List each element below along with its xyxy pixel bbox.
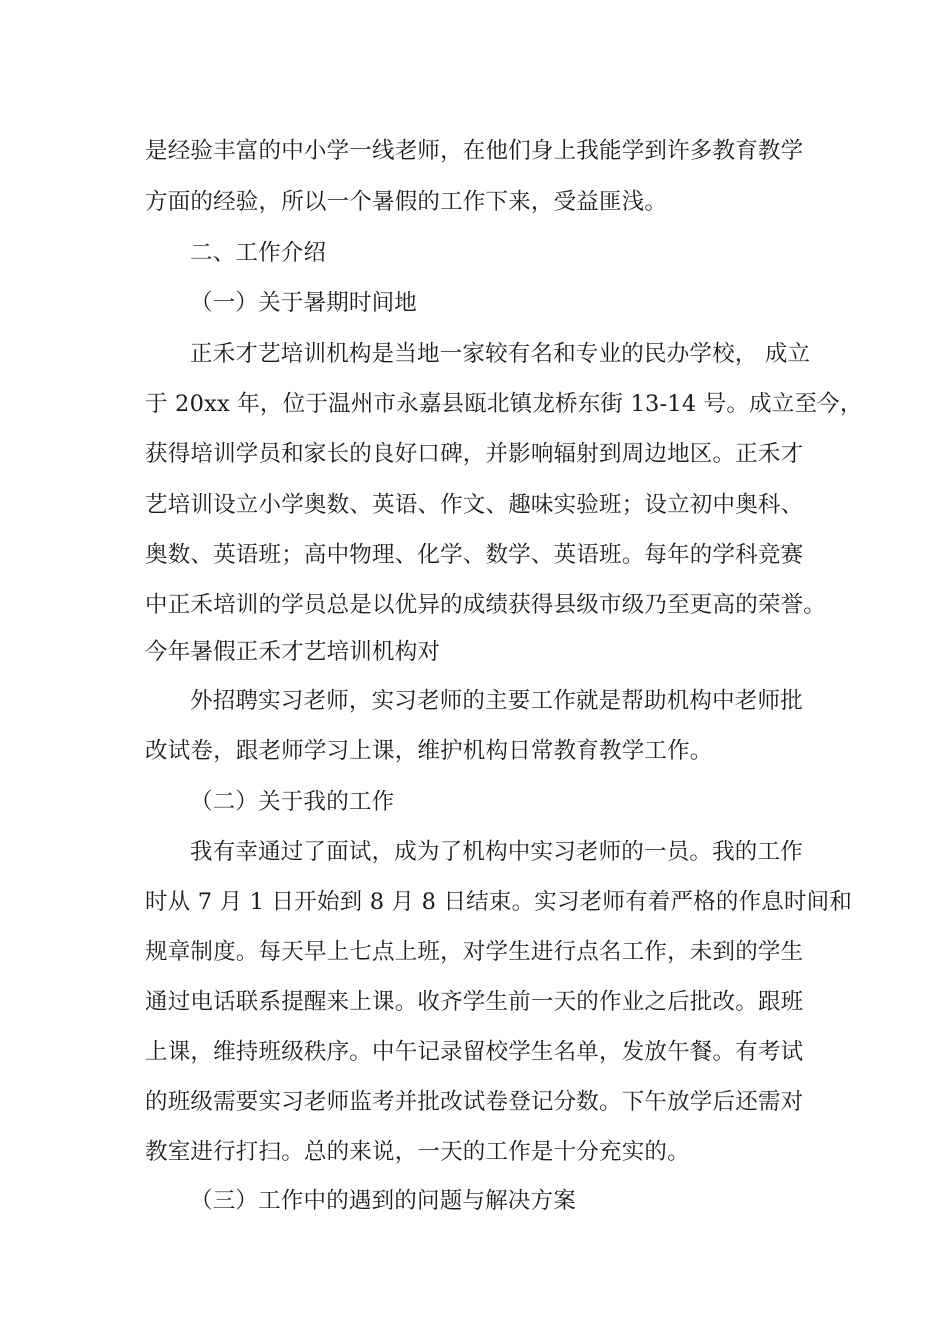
subsection-heading: （二）关于我的工作 bbox=[190, 789, 395, 815]
text-line: 外招聘实习老师，实习老师的主要工作就是帮助机构中老师批 bbox=[190, 688, 803, 714]
text-line: 上课，维持班级秩序。中午记录留校学生名单，发放午餐。有考试 bbox=[145, 1039, 804, 1065]
text-line: 时从 7 月 1 日开始到 8 月 8 日结束。实习老师有着严格的作息时间和 bbox=[145, 889, 853, 915]
subsection-heading: （三）工作中的遇到的问题与解决方案 bbox=[190, 1188, 576, 1214]
text-line: 改试卷，跟老师学习上课，维护机构日常教育教学工作。 bbox=[145, 738, 713, 764]
text-line: 的班级需要实习老师监考并批改试卷登记分数。下午放学后还需对 bbox=[145, 1089, 804, 1115]
subsection-heading: （一）关于暑期时间地 bbox=[190, 290, 418, 316]
section-heading: 二、工作介绍 bbox=[190, 240, 327, 266]
text-line: 于 20xx 年，位于温州市永嘉县瓯北镇龙桥东街 13-14 号。成立至今， bbox=[145, 391, 863, 417]
text-line: 规章制度。每天早上七点上班，对学生进行点名工作，未到的学生 bbox=[145, 939, 804, 965]
text-line: 奥数、英语班；高中物理、化学、数学、英语班。每年的学科竞赛 bbox=[145, 542, 804, 568]
text-line: 是经验丰富的中小学一线老师，在他们身上我能学到许多教育教学 bbox=[145, 138, 804, 164]
text-line: 获得培训学员和家长的良好口碑，并影响辐射到周边地区。正禾才 bbox=[145, 441, 804, 467]
text-line: 我有幸通过了面试，成为了机构中实习老师的一员。我的工作 bbox=[190, 839, 803, 865]
text-line: 通过电话联系提醒来上课。收齐学生前一天的作业之后批改。跟班 bbox=[145, 989, 804, 1015]
text-line: 方面的经验，所以一个暑假的工作下来，受益匪浅。 bbox=[145, 189, 668, 215]
text-line: 正禾才艺培训机构是当地一家较有名和专业的民办学校， 成立 bbox=[190, 341, 811, 367]
text-line: 中正禾培训的学员总是以优异的成绩获得县级市级乃至更高的荣誉。 bbox=[145, 592, 827, 618]
text-line: 艺培训设立小学奥数、英语、作文、趣味实验班；设立初中奥科、 bbox=[145, 492, 804, 518]
text-line: 教室进行打扫。总的来说，一天的工作是十分充实的。 bbox=[145, 1139, 690, 1165]
text-line: 今年暑假正禾才艺培训机构对 bbox=[145, 639, 441, 665]
